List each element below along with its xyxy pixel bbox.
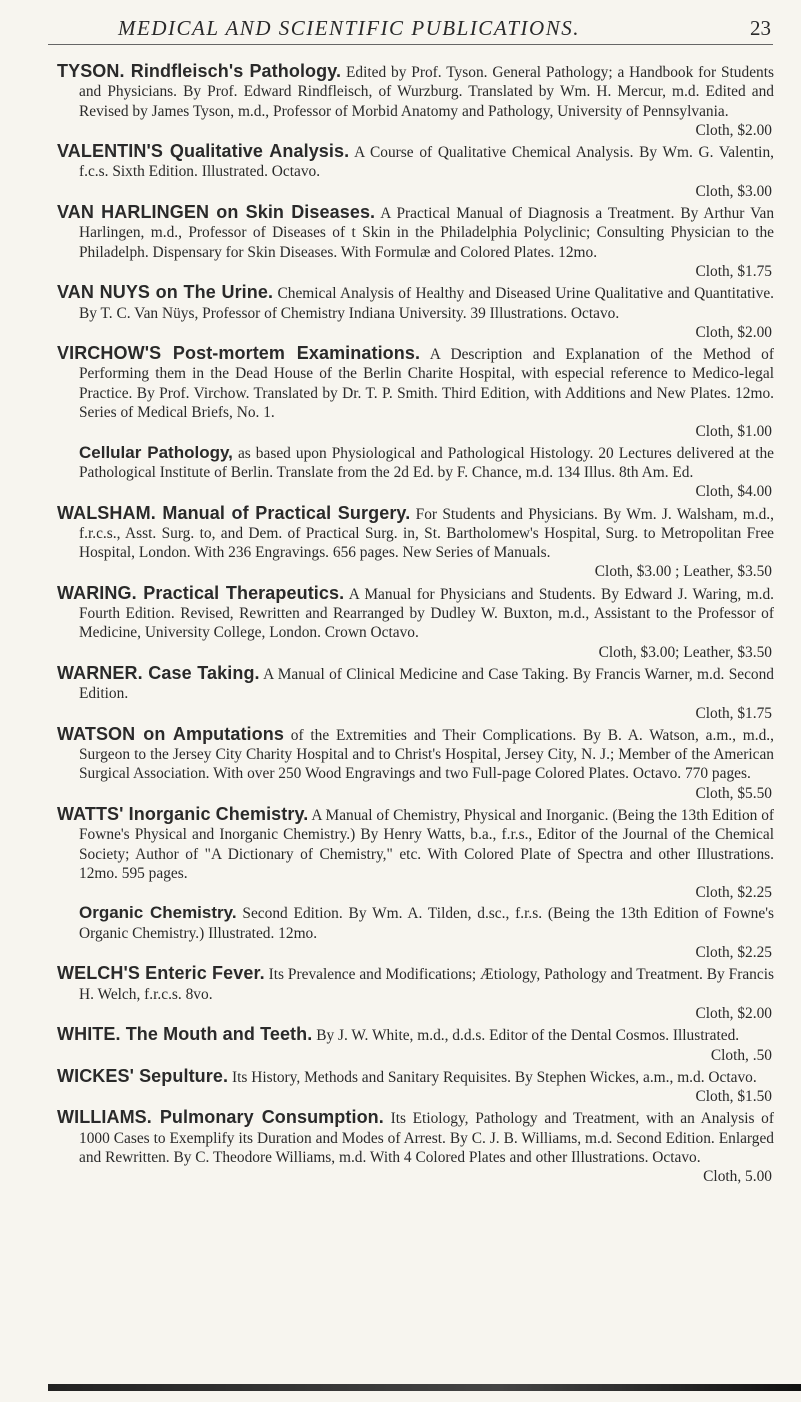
entry-heading: VAN NUYS on The Urine. — [57, 282, 274, 303]
sub-entry-body: Second Edition. By Wm. A. Tilden, d.sc., f.r.s. (Being the 13th Edition of Fowne's Organic Chemistry.) Illustrated. 12mo. — [79, 905, 774, 942]
entry-heading: WHITE. The Mouth and Teeth. — [57, 1024, 313, 1045]
entry-heading: VALENTIN'S Qualitative Analysis. — [57, 141, 350, 162]
entry-heading: VAN HARLINGEN on Skin Diseases. — [57, 202, 376, 223]
sub-entry-body: as based upon Physiological and Pathological Histology. 20 Lectures delivered at the Pathological Institute of Berlin. Translate from the 2d Ed. by F. Chance, m.d. 134 Illus. 8th Am. Ed. — [79, 444, 774, 481]
header-rule — [48, 44, 773, 45]
page-header — [0, 10, 801, 54]
entry-heading: TYSON. Rindfleisch's Pathology. — [57, 61, 342, 81]
entry-heading: WARNER. Case Taking. — [57, 662, 260, 683]
entry-body: Its Etiology, Pathology and Treatment, with an Analysis of 1000 Cases to Exemplify its Duration and Modes of Arrest. By C. J. B. Williams, m.d. Second Edition. Enlarged and Rewritten. By C. Theodore Williams, m.d. With 4 Colored Plates and other Illustrations. Octavo. — [79, 1110, 774, 1167]
entry-price: Cloth, $2.00 — [695, 323, 772, 341]
entry-body: A Practical Manual of Diagnosis a Treatment. By Arthur Van Harlingen, m.d., Professor of Diseases of t Skin in the Philadelphia Polyclinic; Consulting Physician to the Philadelph. Dispensary for Skin Diseases. With Formulæ and Colored Plates. 12mo. — [79, 205, 775, 261]
page-bottom-edge — [48, 1384, 801, 1391]
entry-body: By J. W. White, m.d., d.d.s. Editor of the Dental Cosmos. Illustrated. — [316, 1027, 740, 1045]
entry-price: Cloth, $3.00 — [695, 182, 772, 200]
catalog-entry — [57, 62, 774, 140]
sub-entry-heading: Organic Chemistry. — [79, 903, 237, 923]
entry-price: Cloth, $2.25 — [695, 884, 772, 902]
catalog-entry — [57, 344, 774, 501]
sub-entry-price: Cloth, $4.00 — [695, 483, 772, 501]
catalog-entry — [57, 584, 774, 662]
catalog-entry — [57, 664, 774, 723]
catalog-entry — [57, 805, 774, 962]
catalog-entry — [57, 964, 774, 1023]
entry-body: A Manual of Chemistry, Physical and Inorganic. (Being the 13th Edition of Fowne's Physical and Inorganic Chemistry.) By Henry Watts, b.a., f.r.s., Editor of the Journal of the Chemical Society; Author of "A Dictionary of Chemistry," etc. With Colored Plate of Spectra and other Illustrations. 12mo. 595 pages. — [79, 806, 775, 882]
entry-body: A Manual for Physicians and Students. By Edward J. Waring, m.d. Fourth Edition. Revised, Rewritten and Rearranged by Dudley W. Buxton, m.d., Assistant to the Professor of Medicine, University College, London. Crown Octavo. — [79, 585, 775, 642]
entry-price: Cloth, $1.00 — [695, 423, 772, 441]
entry-body: Its Prevalence and Modifications; Ætiology, Pathology and Treatment. By Francis H. Welch, f.r.c.s. 8vo. — [79, 966, 774, 1003]
catalog-entry — [57, 725, 774, 803]
entry-body: Chemical Analysis of Healthy and Diseased Urine Qualitative and Quantitative. By T. C. Van Nüys, Professor of Chemistry Indiana University. 39 Illustrations. Octavo. — [79, 285, 774, 322]
entry-body: Its History, Methods and Sanitary Requisites. By Stephen Wickes, a.m., m.d. Octavo. — [231, 1068, 757, 1086]
entry-price: Cloth, $1.75 — [695, 704, 772, 722]
running-title: MEDICAL AND SCIENTIFIC PUBLICATIONS. — [118, 16, 580, 40]
entry-heading: WARING. Practical Therapeutics. — [57, 582, 345, 603]
entry-body: of the Extremities and Their Complications. By B. A. Watson, a.m., m.d., Surgeon to the Jersey City Charity Hospital and to Christ's Hospital, Jersey City, N. J.; Member of the American Surgical Association. With over 250 Wood Engravings and two Full-page Colored Plates. Octavo. 770 pages. — [79, 726, 774, 783]
catalog-entry — [57, 504, 774, 582]
entry-body: A Description and Explanation of the Method of Performing them in the Dead House of the Berlin Charite Hospital, with especial reference to Medico-legal Practice. By Prof. Virchow. Translated by Dr. T. P. Smith. Third Edition, with Additions and New Plates. 12mo. Series of Medical Briefs, No. 1. — [79, 346, 774, 422]
entry-price: Cloth, $2.00 — [695, 121, 772, 139]
entry-price: Cloth, $3.00; Leather, $3.50 — [598, 643, 772, 661]
sub-entry-price: Cloth, $2.25 — [695, 944, 772, 962]
entry-price: Cloth, $2.00 — [695, 1004, 772, 1022]
catalog-entry — [57, 203, 774, 281]
catalog-entry — [57, 142, 774, 201]
entry-heading: WALSHAM. Manual of Practical Surgery. — [57, 502, 411, 523]
entry-body: A Manual of Clinical Medicine and Case Taking. By Francis Warner, m.d. Second Edition. — [79, 665, 775, 703]
entry-body: A Course of Qualitative Chemical Analysis. By Wm. G. Valentin, f.c.s. Sixth Edition. Illustrated. Octavo. — [79, 144, 774, 181]
entry-price: Cloth, $5.50 — [695, 784, 772, 802]
catalog-entry — [57, 1025, 774, 1065]
entry-price: Cloth, $3.00 ; Leather, $3.50 — [594, 563, 772, 581]
entry-heading: WICKES' Sepulture. — [57, 1065, 229, 1086]
entry-price: Cloth, $1.75 — [695, 262, 772, 280]
entry-heading: WATTS' Inorganic Chemistry. — [57, 803, 309, 824]
catalog-entry — [57, 1108, 774, 1186]
catalog-entries — [57, 62, 774, 1189]
entry-price: Cloth, $1.50 — [695, 1088, 772, 1106]
catalog-entry — [57, 283, 774, 342]
entry-body: Edited by Prof. Tyson. General Pathology; a Handbook for Students and Physicians. By Prof. Edward Rindfleisch, of Wurzburg. Translated by Wm. H. Mercur, m.d. Edited and Revised by James Tyson, m.d., Professor of Morbid Anatomy and Pathology, University of Pennsylvania. — [79, 64, 774, 120]
entry-heading: VIRCHOW'S Post-mortem Examinations. — [57, 343, 421, 364]
entry-heading: WATSON on Amputations — [57, 723, 284, 744]
sub-entry — [57, 443, 774, 502]
entry-heading: WILLIAMS. Pulmonary Consumption. — [57, 1107, 384, 1128]
catalog-entry — [57, 1067, 774, 1107]
sub-entry-heading: Cellular Pathology, — [79, 442, 233, 462]
sub-entry — [57, 903, 774, 962]
entry-body: For Students and Physicians. By Wm. J. Walsham, m.d., f.r.c.s., Asst. Surg. to, and Dem. of Practical Surg. in, St. Bartholomew's Hospital, Surg. to Metropolitan Free Hospital, London. With 236 Engravings. 656 pages. New Series of Manuals. — [79, 505, 774, 562]
page-number: 23 — [750, 16, 771, 40]
entry-price: Cloth, .50 — [710, 1046, 772, 1064]
entry-price: Cloth, 5.00 — [703, 1168, 772, 1186]
entry-heading: WELCH'S Enteric Fever. — [57, 963, 265, 984]
